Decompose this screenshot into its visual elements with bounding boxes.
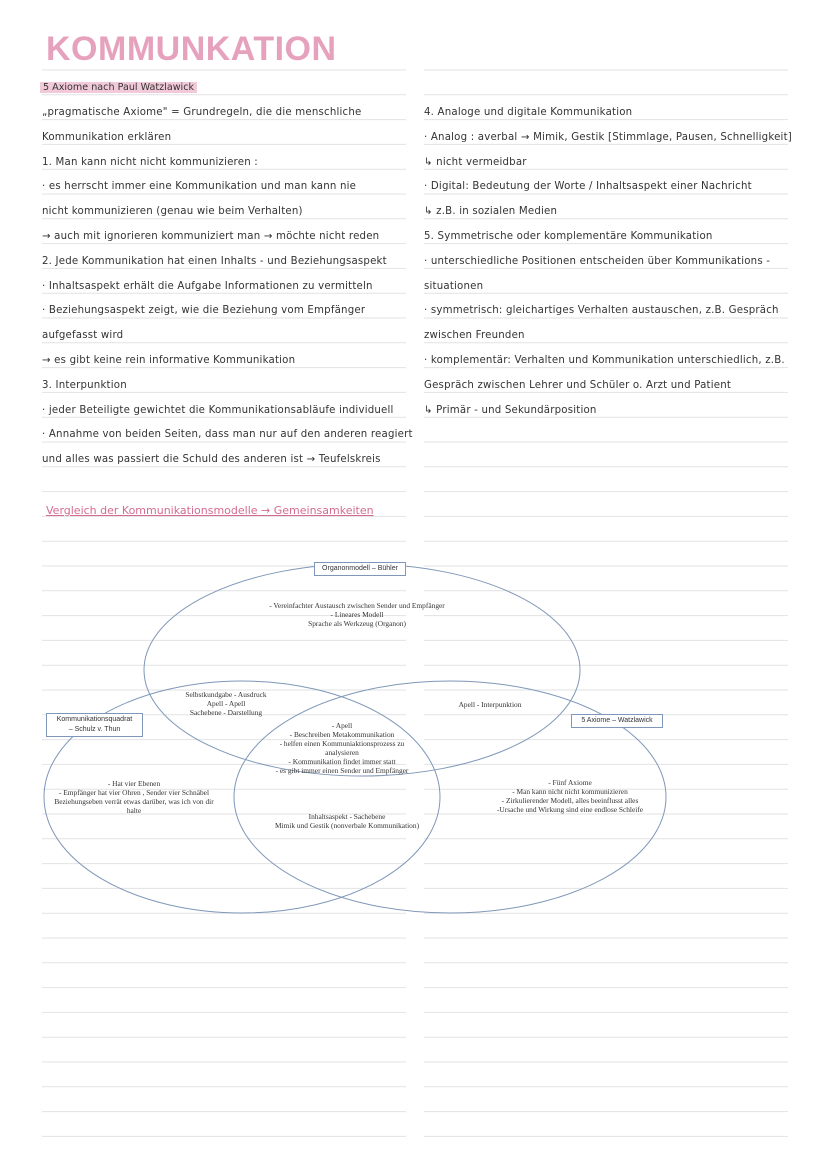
region-quadrat-axiome xyxy=(262,812,432,830)
note-line: ↳ nicht vermeidbar xyxy=(424,156,527,168)
region-text-line: halte xyxy=(126,806,142,815)
note-line: zwischen Freunden xyxy=(424,330,525,342)
region-text-line: - helfen einen Kommuniaktionsprozess zu xyxy=(279,739,405,748)
region-organon-only xyxy=(222,601,492,628)
region-text-line: Inhaltsaspekt - Sachebene xyxy=(308,812,386,821)
note-line: Gespräch zwischen Lehrer und Schüler o. Arzt und Patient xyxy=(424,379,732,391)
note-line: → auch mit ignorieren kommuniziert man → möchte nicht reden xyxy=(42,231,380,242)
note-line: · komplementär: Verhalten und Kommunikation unterschiedlich, z.B. xyxy=(424,355,785,366)
axiome-label-text: 5 Axiome – Watzlawick xyxy=(581,717,653,724)
page-title: KOMMUNKATION xyxy=(46,30,337,68)
region-text-line: -Ursache und Wirkung sind eine endlose Schleife xyxy=(496,805,644,814)
note-line: ↳ Primär - und Sekundärposition xyxy=(424,404,597,416)
organon-label-text: Organonmodell – Bühler xyxy=(322,565,398,572)
region-axiome-only xyxy=(480,778,660,814)
note-line: · Digital: Bedeutung der Worte / Inhaltsaspekt einer Nachricht xyxy=(424,181,752,193)
quadrat-label xyxy=(46,713,143,737)
region-text-line: Mimik und Gestik (nonverbale Kommunikation) xyxy=(274,821,420,830)
region-text-line: - Empfänger hat vier Ohren , Sender vier Schnäbel xyxy=(58,788,209,797)
region-organon-axiome xyxy=(430,700,550,709)
region-text-line: - Beschreiben Metakommunikation xyxy=(289,730,395,739)
note-line: → es gibt keine rein informative Kommunikation xyxy=(42,355,296,366)
note-line: · Analog : averbal → Mimik, Gestik [Stimmlage, Pausen, Schnelligkeit] xyxy=(424,131,792,143)
note-line: · Annahme von beiden Seiten, dass man nur auf den anderen reagiert xyxy=(42,429,413,441)
note-line: situationen xyxy=(424,280,484,292)
note-line: 5. Symmetrische oder komplementäre Kommunikation xyxy=(424,231,713,242)
region-text-line: Apell - Interpunktion xyxy=(458,700,522,709)
region-text-line: - Man kann nicht nicht kommunizieren xyxy=(512,787,628,796)
region-text-line: - Zirkulierender Modell, alles beeinflusst alles xyxy=(501,796,639,805)
region-text-line: Beziehungseben verrät etwas darüber, was ich von dir xyxy=(54,797,214,806)
region-quadrat-only xyxy=(44,779,224,815)
note-line: · unterschiedliche Positionen entscheiden über Kommunikations - xyxy=(424,255,771,267)
region-text-line: Selbstkundgabe - Ausdruck xyxy=(185,690,267,699)
note-line: 2. Jede Kommunikation hat einen Inhalts - und Beziehungsaspekt xyxy=(42,255,387,267)
region-text-line: - Hat vier Ebenen xyxy=(107,779,161,788)
note-line: ↳ z.B. in sozialen Medien xyxy=(424,206,558,218)
axiome-label xyxy=(571,714,663,728)
note-line: Kommunikation erklären xyxy=(42,131,172,143)
quadrat-label-line1: Kommunikationsquadrat xyxy=(56,716,133,723)
note-line: · Inhaltsaspekt erhält die Aufgabe Informationen zu vermitteln xyxy=(42,280,373,292)
region-center xyxy=(262,721,422,775)
region-text-line: Sachebene - Darstellung xyxy=(189,708,263,717)
region-text-line: - Vereinfachter Austausch zwischen Sender und Empfänger xyxy=(269,601,445,610)
note-line: „pragmatische Axiome" = Grundregeln, die die menschliche xyxy=(42,107,362,118)
region-text-line: - Lineares Modell xyxy=(330,610,384,619)
region-organon-quadrat xyxy=(166,690,286,717)
region-text-line: - Fünf Axiome xyxy=(548,778,592,787)
note-line: 1. Man kann nicht nicht kommunizieren : xyxy=(42,156,258,168)
comparison-heading: Vergleich der Kommunikationsmodelle → Gemeinsamkeiten xyxy=(46,504,374,517)
note-line: aufgefasst wird xyxy=(42,330,124,342)
note-line: · es herrscht immer eine Kommunikation und man kann nie xyxy=(42,181,357,193)
note-line: 4. Analoge und digitale Kommunikation xyxy=(424,107,633,118)
note-line: und alles was passiert die Schuld des anderen ist → Teufelskreis xyxy=(42,454,381,466)
section-highlight: 5 Axiome nach Paul Watzlawick xyxy=(40,82,197,93)
region-text-line: - Apell xyxy=(331,721,353,730)
quadrat-label-line2: – Schulz v. Thun xyxy=(68,726,121,733)
region-text-line: - es gibt immer einen Sender und Empfänger xyxy=(275,766,409,775)
region-text-line: Sprache als Werkzeug (Organon) xyxy=(308,619,406,628)
note-line: · symmetrisch: gleichartiges Verhalten austauschen, z.B. Gespräch xyxy=(424,305,779,317)
note-line: · jeder Beteiligte gewichtet die Kommunikationsabläufe individuell xyxy=(42,404,394,416)
note-line: · Beziehungsaspekt zeigt, wie die Beziehung vom Empfänger xyxy=(42,305,366,317)
region-text-line: analysieren xyxy=(325,748,359,757)
note-line: 3. Interpunktion xyxy=(42,379,127,391)
region-text-line: Apell - Apell xyxy=(206,699,246,708)
region-text-line: - Kommunikation findet immer statt xyxy=(288,757,396,766)
organon-label xyxy=(314,562,406,576)
note-line: nicht kommunizieren (genau wie beim Verhalten) xyxy=(42,206,303,218)
